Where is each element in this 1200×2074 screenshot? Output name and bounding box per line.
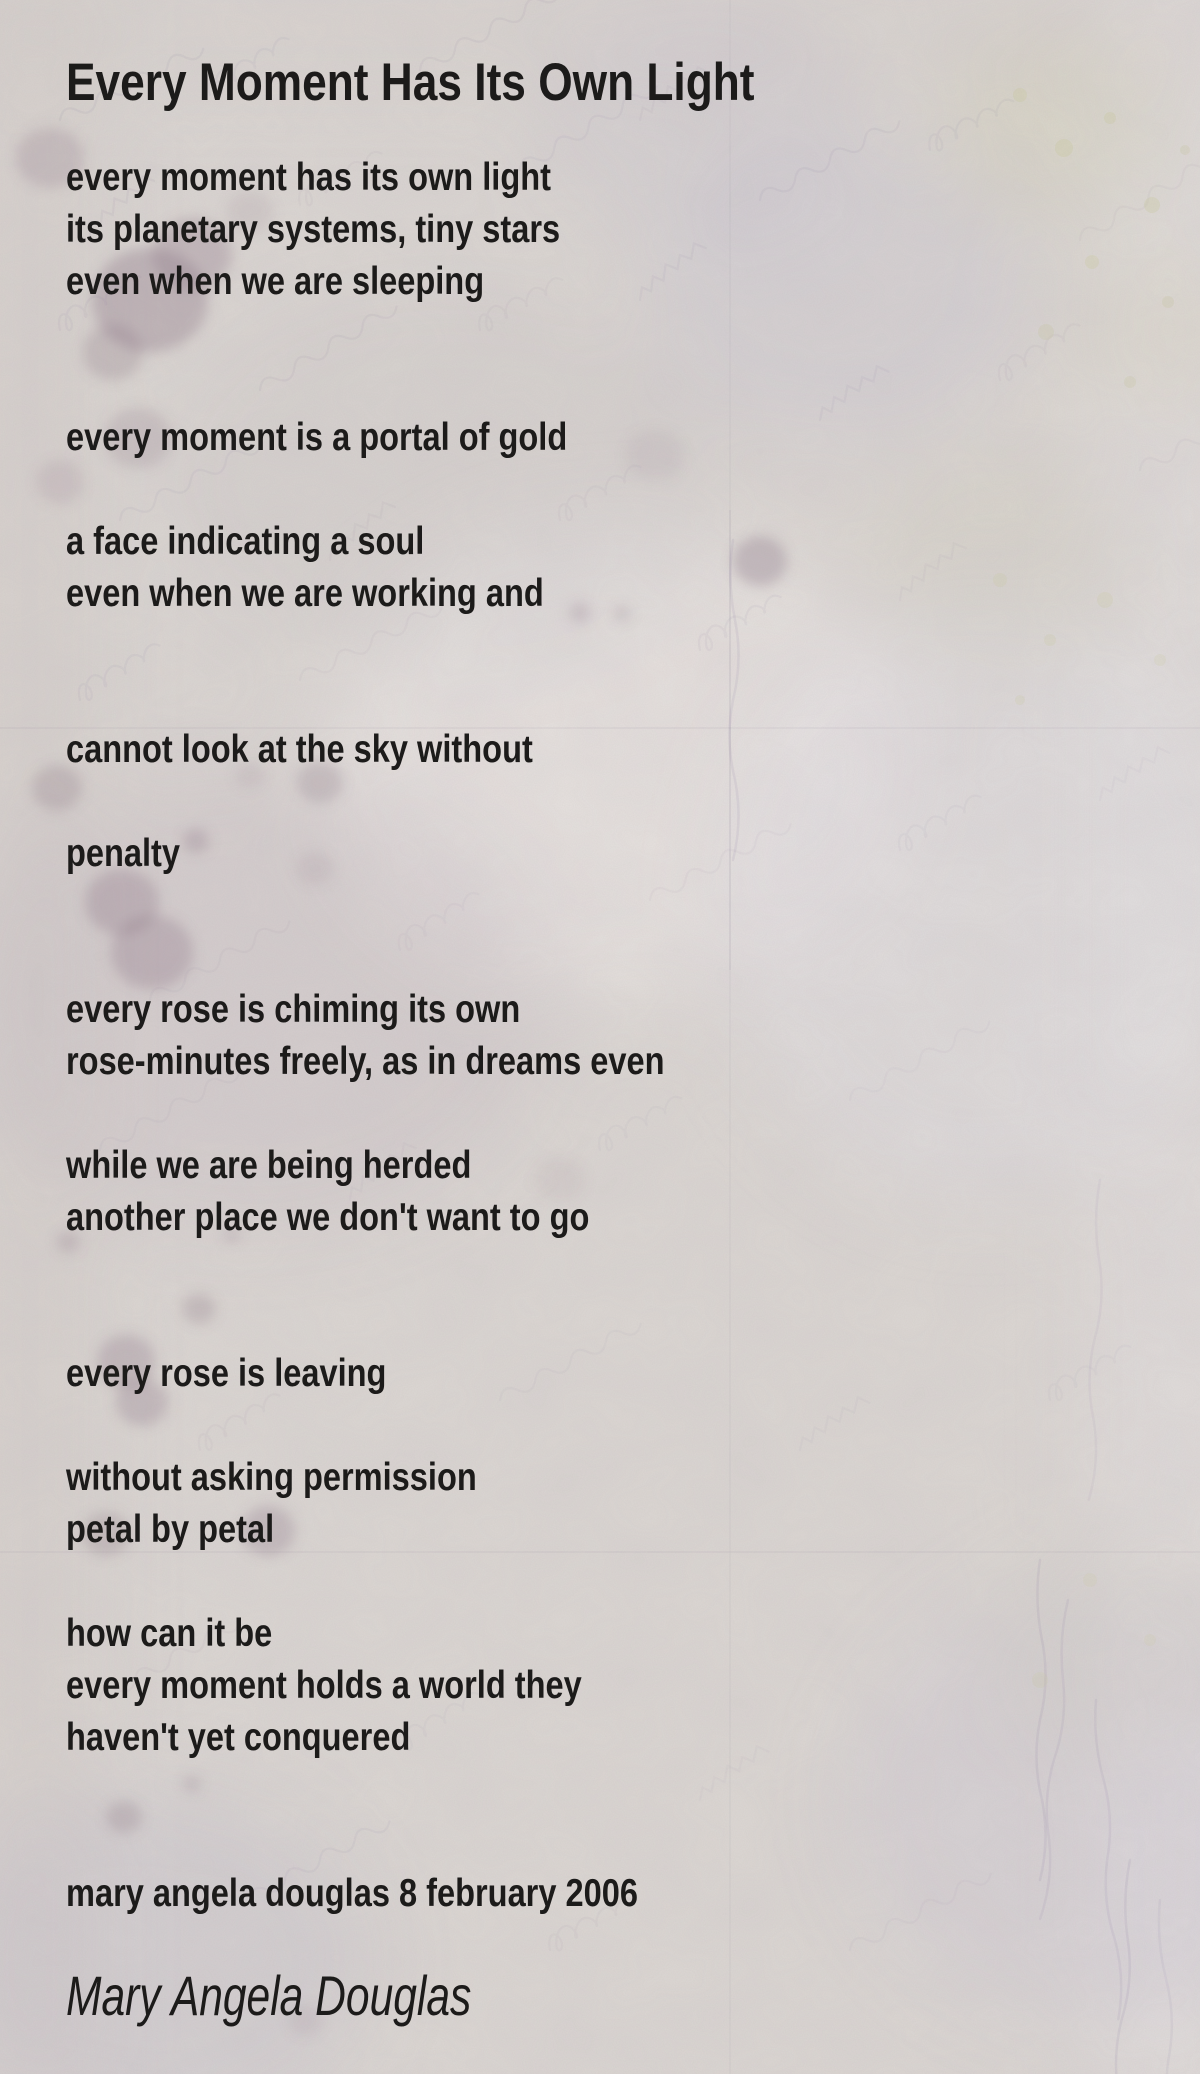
poem-line: how can it be	[66, 1612, 273, 1655]
poem-blank-line	[66, 464, 664, 516]
poem-line: cannot look at the sky without	[66, 728, 533, 771]
poem-blank-line	[66, 880, 664, 932]
poem-blank-line	[66, 1244, 664, 1296]
poem-blank-line	[66, 620, 664, 672]
poem-title: Every Moment Has Its Own Light	[66, 53, 755, 112]
poem-blank-line	[66, 1088, 664, 1140]
poem-line: mary angela douglas 8 february 2006	[66, 1872, 638, 1915]
poem-line: every rose is chiming its own	[66, 988, 521, 1031]
poem-line: petal by petal	[66, 1508, 275, 1551]
poem-blank-line	[66, 1400, 664, 1452]
poem-line: haven't yet conquered	[66, 1716, 411, 1759]
poem-line: while we are being herded	[66, 1144, 472, 1187]
poem-blank-line	[66, 932, 664, 984]
poem-blank-line	[66, 672, 664, 724]
poem-line: even when we are working and	[66, 572, 544, 615]
poem-blank-line	[66, 308, 664, 360]
poem-line: its planetary systems, tiny stars	[66, 208, 561, 251]
poem-line: every moment has its own light	[66, 156, 551, 199]
poem-line: every moment holds a world they	[66, 1664, 582, 1707]
poem-line: a face indicating a soul	[66, 520, 425, 563]
poem-line: rose-minutes freely, as in dreams even	[66, 1040, 665, 1083]
poem-line: another place we don't want to go	[66, 1196, 590, 1239]
poem-blank-line	[66, 1296, 664, 1348]
poem-line: every moment is a portal of gold	[66, 416, 568, 459]
author-signature: Mary Angela Douglas	[66, 1964, 472, 2027]
poem-body	[66, 152, 783, 1920]
poem-blank-line	[66, 1764, 664, 1816]
poem-blank-line	[66, 1556, 664, 1608]
poem-line: penalty	[66, 832, 181, 875]
poem-line: every rose is leaving	[66, 1352, 387, 1395]
poem-blank-line	[66, 360, 664, 412]
poem-blank-line	[66, 776, 664, 828]
poem-line: even when we are sleeping	[66, 260, 485, 303]
poem-blank-line	[66, 1816, 664, 1868]
poem-line: without asking permission	[66, 1456, 477, 1499]
